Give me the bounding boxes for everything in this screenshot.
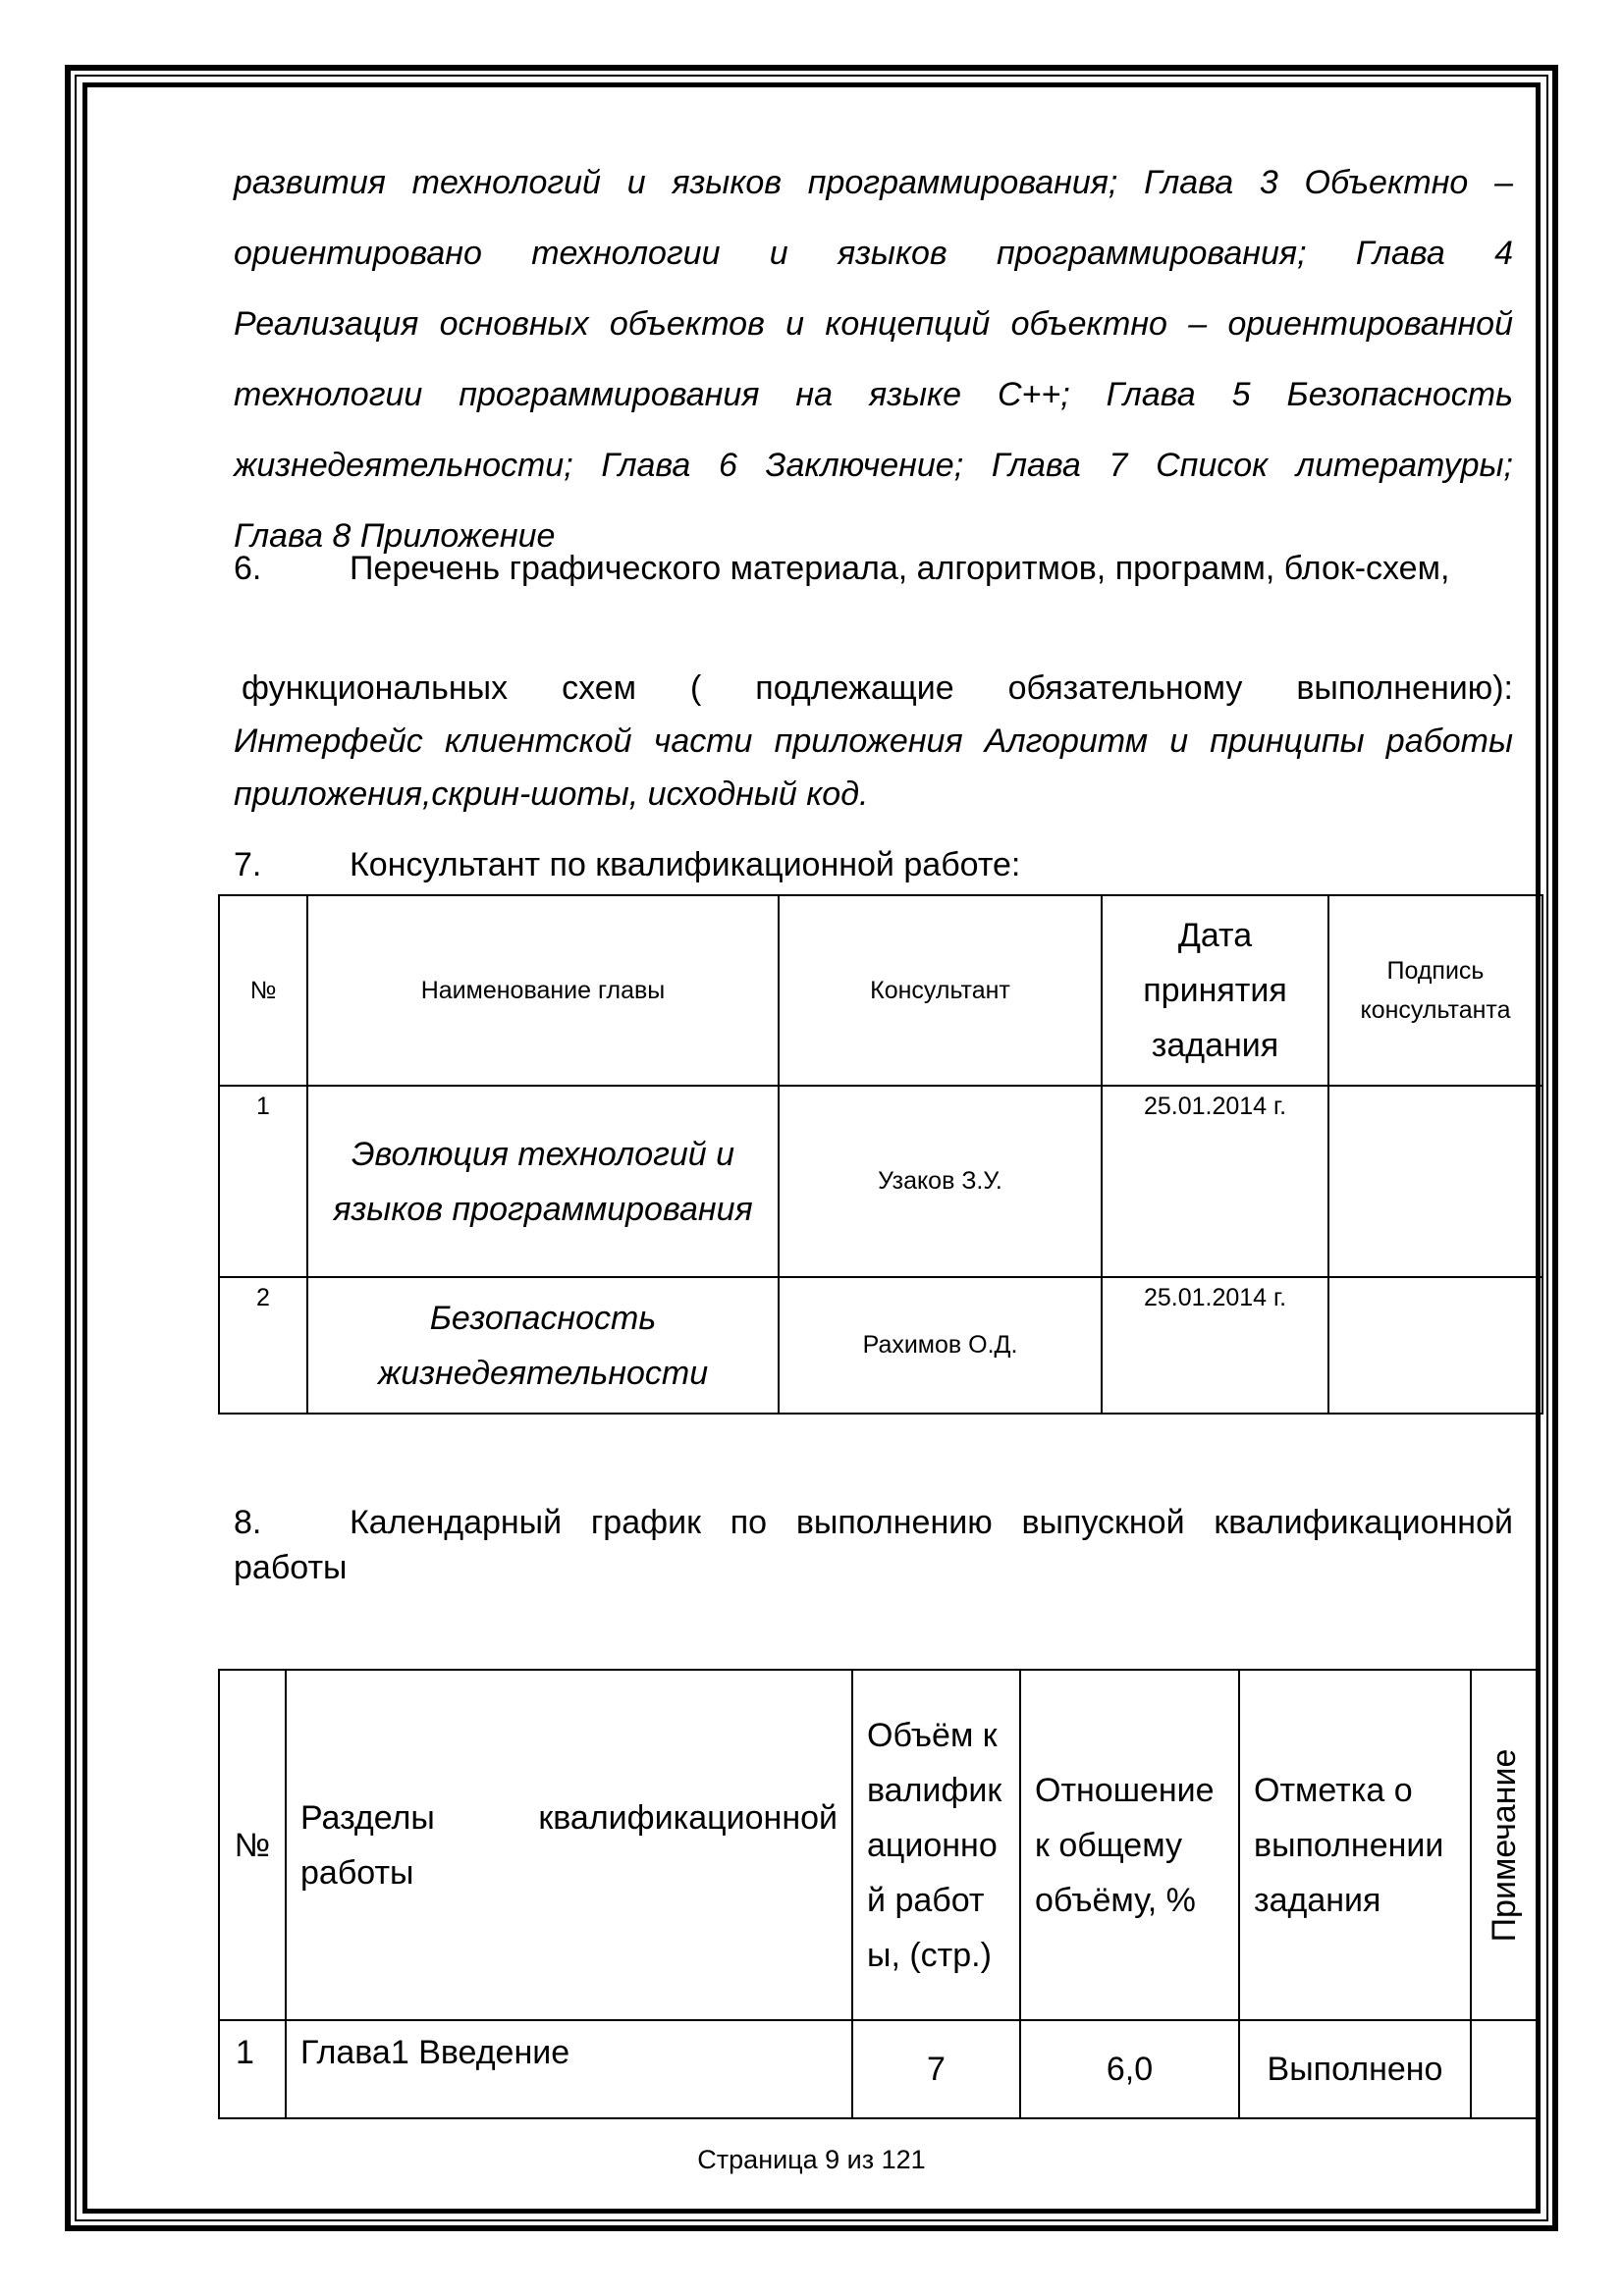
header-sections: Разделы квалификационной работы (286, 1670, 852, 2020)
intro-line: Реализация основных объектов и концепций объектно – ориентированной (234, 305, 1513, 343)
row-signature (1328, 1277, 1542, 1414)
table-row (219, 1086, 1542, 1277)
header-note: Примечание (1471, 1670, 1537, 2020)
table-header-row (219, 1670, 1537, 2020)
row-volume: 7 (852, 2020, 1020, 2118)
header-signature: Подпись консультанта (1328, 895, 1542, 1086)
section-6-number: 6. (234, 550, 262, 587)
schedule-table (218, 1669, 1538, 2119)
row-mark: Выполнено (1239, 2020, 1471, 2118)
header-num: № (219, 895, 307, 1086)
row-note (1471, 2020, 1537, 2118)
section-6-body (234, 662, 1513, 821)
section-6-title: Перечень графического материала, алгоритмов, программ, блок-схем, (350, 550, 1450, 587)
section-7-number: 7. (234, 846, 262, 883)
section-7-title: Консультант по квалификационной работе: (350, 846, 1021, 883)
row-date: 25.01.2014 г. (1102, 1277, 1328, 1414)
header-num: № (219, 1670, 286, 2020)
table-row (219, 2020, 1537, 2118)
row-chapter: Безопасность жизнедеятельности (307, 1277, 779, 1414)
section-8-heading (234, 1500, 1513, 1590)
section-6-line: функциональных схем ( подлежащие обязательному выполнению): (242, 669, 1513, 707)
row-section: Глава1 Введение (286, 2020, 852, 2118)
section-8-line: 8. Календарный график по выполнению выпускной квалификационной (234, 1500, 1513, 1545)
section-7-heading (234, 846, 1020, 884)
section-8-number: 8. (234, 1504, 262, 1541)
intro-line: развития технологий и языков программирования; Глава 3 Объектно – (234, 164, 1513, 201)
table-header-row (219, 895, 1542, 1086)
row-consultant: Узаков З.У. (779, 1086, 1102, 1277)
row-num: 2 (219, 1277, 307, 1414)
section-6-italic-line: приложения,скрин-шоты, исходный код. (234, 775, 869, 813)
intro-paragraph (234, 147, 1513, 571)
row-signature (1328, 1086, 1542, 1277)
section-6-heading (234, 550, 1449, 588)
consultants-table (218, 894, 1543, 1415)
header-mark: Отметка о выполнении задания (1239, 1670, 1471, 2020)
intro-line: ориентировано технологии и языков программирования; Глава 4 (234, 235, 1513, 272)
row-consultant: Рахимов О.Д. (779, 1277, 1102, 1414)
row-date: 25.01.2014 г. (1102, 1086, 1328, 1277)
intro-line: Глава 8 Приложение (234, 517, 556, 555)
row-ratio: 6,0 (1020, 2020, 1239, 2118)
intro-line: технологии программирования на языке С++; Глава 5 Безопасность (234, 376, 1513, 413)
table-row (219, 1277, 1542, 1414)
page-footer: Страница 9 из 121 (697, 2145, 926, 2174)
header-consultant: Консультант (779, 895, 1102, 1086)
header-volume: Объём квалификационной работы, (стр.) (852, 1670, 1020, 2020)
header-ratio: Отношение к общему объёму, % (1020, 1670, 1239, 2020)
row-chapter: Эволюция технологий и языков программирования (307, 1086, 779, 1277)
row-num: 1 (219, 1086, 307, 1277)
row-num: 1 (219, 2020, 286, 2118)
header-date: Дата принятия задания (1102, 895, 1328, 1086)
header-chapter: Наименование главы (307, 895, 779, 1086)
section-8-line: работы (234, 1549, 348, 1586)
section-6-italic-line: Интерфейс клиентской части приложения Алгоритм и принципы работы (234, 722, 1513, 760)
intro-line: жизнедеятельности; Глава 6 Заключение; Глава 7 Список литературы; (234, 447, 1513, 484)
